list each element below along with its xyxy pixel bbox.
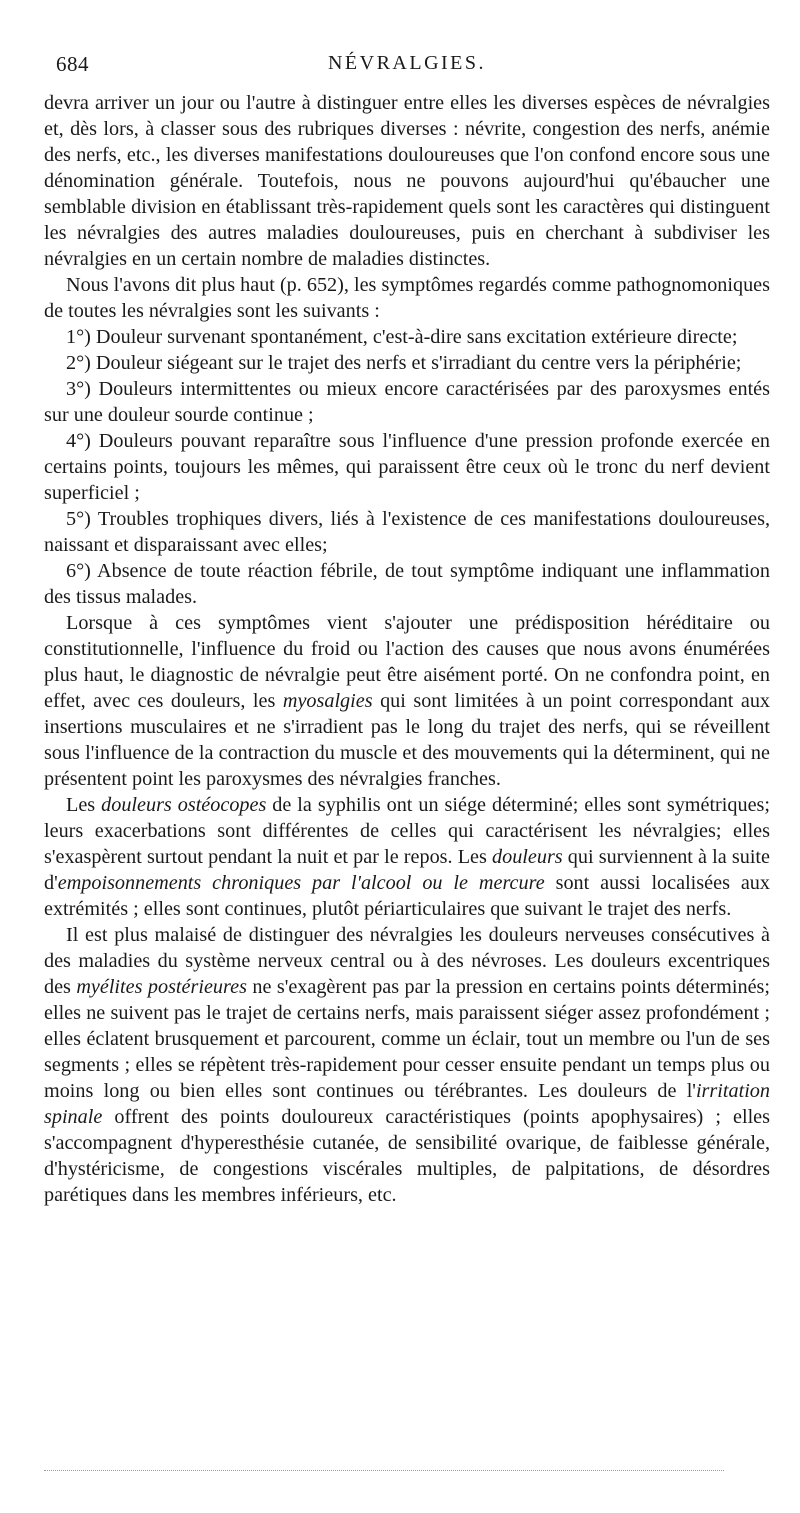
text-run: qui surviennent à la suite d'	[44, 846, 770, 894]
list-item	[44, 350, 770, 376]
text-run: 5°) Troubles trophiques divers, liés à l'existence de ces manifestations douloureuses, naissant et disparaissant avec elles;	[44, 508, 770, 556]
paragraph	[44, 272, 770, 324]
text-run: 3°) Douleurs intermittentes ou mieux encore caractérisées par des paroxysmes entés sur une douleur sourde continue ;	[44, 378, 770, 426]
text-run: 6°) Absence de toute réaction fébrile, de tout symptôme indiquant une inflammation des tissus malades.	[44, 560, 770, 608]
text-run: 1°) Douleur survenant spontanément, c'est-à-dire sans excitation extérieure directe;	[66, 326, 738, 348]
text-run: de la syphilis ont un siége déterminé; elles sont symétriques; leurs exacerbations sont différentes de celles qui caractérisent les névralgies; elles s'exaspèrent surtout pendant la nuit et par le repos. Les	[44, 794, 770, 868]
text-run: ne s'exagèrent pas par la pression en certains points déterminés; elles ne suivent pas le trajet de certains nerfs, mais paraissent siéger assez profondément ; elles éclatent brusquement et parcourent, comme un éclair, tout un membre ou l'un de ses segments ; elles se répètent très-rapidement pour cesser ensuite pendant un temps plus ou moins long ou bien elles sont continues ou térébrantes. Les douleurs de l'	[44, 976, 770, 1102]
list-item	[44, 376, 770, 428]
italic-term: douleurs	[492, 846, 563, 868]
page-number: 684	[56, 52, 89, 76]
italic-term: empoisonnements chroniques par l'alcool ou le mercure	[57, 872, 545, 894]
italic-term: douleurs ostéocopes	[101, 794, 267, 816]
bottom-rule	[44, 1470, 724, 1471]
list-item	[44, 324, 770, 350]
italic-term: irritation spinale	[44, 1080, 770, 1128]
paragraph	[44, 922, 770, 1208]
list-item	[44, 428, 770, 506]
text-run: 4°) Douleurs pouvant reparaître sous l'influence d'une pression profonde exercée en certains points, toujours les mêmes, qui paraissent être ceux où le tronc du nerf devient superficiel ;	[44, 430, 770, 504]
text-run: sont aussi localisées aux extrémités ; elles sont continues, plutôt périarticulaires que suivant le trajet des nerfs.	[44, 872, 770, 920]
italic-term: myélites postérieures	[76, 976, 247, 998]
list-item	[44, 506, 770, 558]
text-run: Les	[66, 794, 102, 816]
text-run: Nous l'avons dit plus haut (p. 652), les symptômes regardés comme pathognomoniques de toutes les névralgies sont les suivants :	[44, 274, 770, 322]
text-run: Il est plus malaisé de distinguer des névralgies les douleurs nerveuses consécutives à des maladies du système nerveux central ou à des névroses. Les douleurs excentriques des	[44, 924, 770, 998]
list-item	[44, 558, 770, 610]
text-run: 2°) Douleur siégeant sur le trajet des nerfs et s'irradiant du centre vers la périphérie;	[66, 352, 742, 374]
text-run: devra arriver un jour ou l'autre à distinguer entre elles les diverses espèces de névralgies et, dès lors, à classer sous des rubriques diverses : névrite, congestion des nerfs, anémie des nerfs, etc., les diverses manifestations douloureuses que l'on confond encore sous une dénomination générale. Toutefois, nous ne pouvons aujourd'hui qu'ébaucher une semblable division en établissant très-rapidement quels sont les caractères qui distinguent les névralgies des autres maladies douloureuses, puis en cherchant à subdiviser les névralgies en un certain nombre de maladies distinctes.	[44, 92, 770, 270]
paragraph	[44, 90, 770, 272]
paragraph	[44, 792, 770, 922]
text-run: Lorsque à ces symptômes vient s'ajouter une prédisposition héréditaire ou constitutionnelle, l'influence du froid ou l'action des causes que nous avons énumérées plus haut, le diagnostic de névralgie peut être aisément porté. On ne confondra point, en effet, avec ces douleurs, les	[44, 612, 770, 712]
page-header	[44, 50, 770, 90]
text-run: qui sont limitées à un point correspondant aux insertions musculaires et ne s'irradient pas le long du trajet des nerfs, qui se réveillent sous l'influence de la contraction du muscle et des mouvements qui la déterminent, qui ne présentent point les paroxysmes des névralgies franches.	[44, 690, 771, 790]
italic-term: myosalgies	[282, 690, 373, 712]
running-title: NÉVRALGIES.	[327, 52, 487, 74]
body-text	[44, 90, 770, 1208]
book-page	[44, 50, 770, 1208]
text-run: offrent des points douloureux caractéristiques (points apophysaires) ; elles s'accompagnent d'hyperesthésie cutanée, de sensibilité ovarique, de faiblesse générale, d'hystéricisme, de congestions viscérales multiples, de palpitations, de désordres parétiques dans les membres inférieurs, etc.	[44, 1106, 770, 1206]
paragraph	[44, 610, 770, 792]
